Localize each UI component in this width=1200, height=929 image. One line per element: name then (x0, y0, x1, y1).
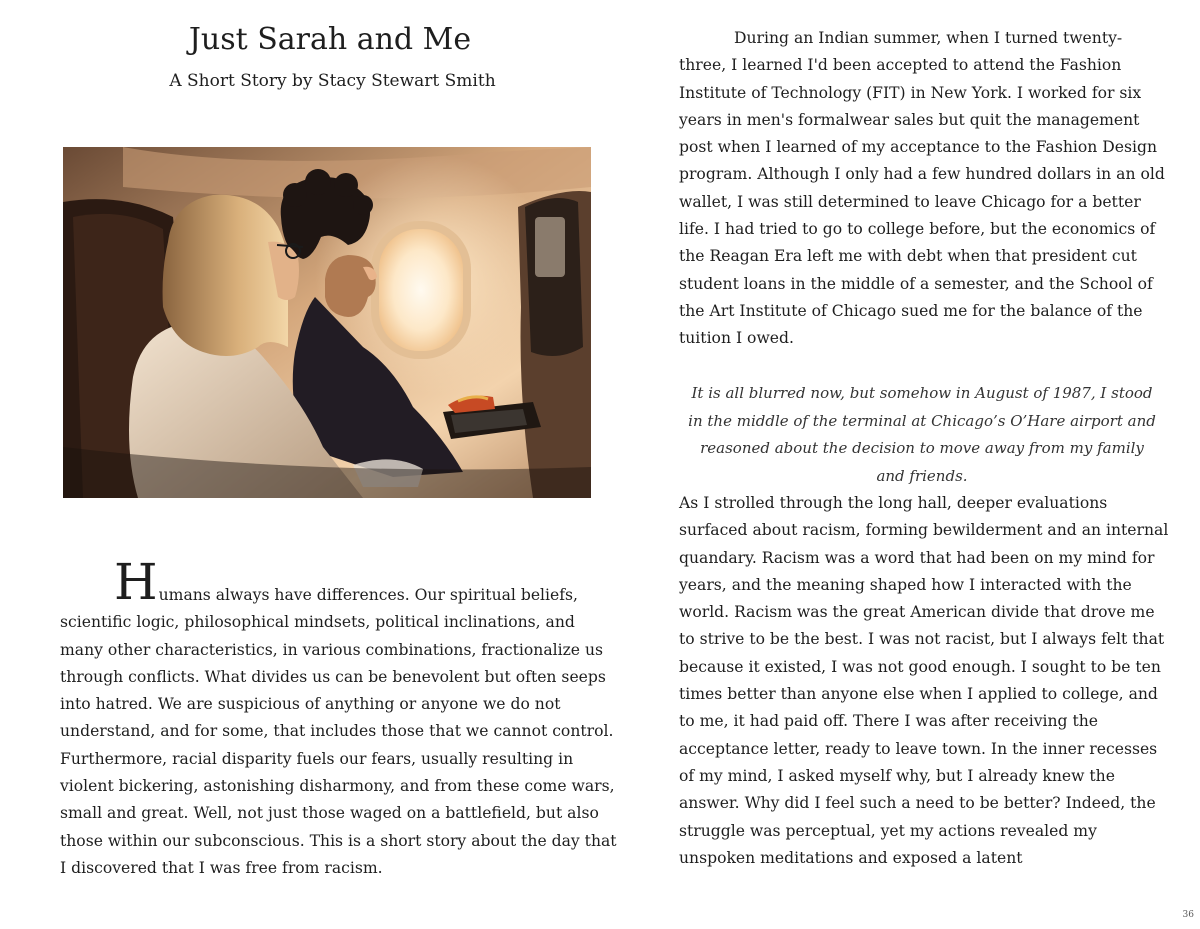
airplane-photo (63, 147, 591, 498)
intro-paragraph (60, 553, 622, 882)
story-title: Just Sarah and Me (188, 22, 472, 57)
story-paragraph-2: As I strolled through the long hall, deeper evaluations surfaced about racism, forming bewilderment and an internal quandary. Racism was a word that had been on my mind for years, and the meaning shaped how I interacted with the world. Racism was the great American divide that drove me to strive to be the best. I was not racist, but I always felt that because it existed, I was not good enough. I sought to be ten times better than anyone else when I applied to college, and to me, it had paid off. There I was after receiving the acceptance letter, ready to leave town. In the inner recesses of my mind, I asked myself why, but I already knew the answer. Why did I feel such a need to be better? Indeed, the struggle was perceptual, yet my actions revealed my unspoken meditations and exposed a latent (679, 494, 1169, 867)
drop-cap: H (114, 553, 158, 611)
story-paragraph-1: During an Indian summer, when I turned twenty-three, I learned I'd been accepted to attend the Fashion Institute of Technology (FIT) in New York. I worked for six years in men's formalwear sales but quit the management post when I learned of my acceptance to the Fashion Design program. Although I only had a few hundred dollars in an old wallet, I was still determined to leave Chicago for a better life. I had tried to go to college before, but the economics of the Reagan Era left me with debt when that president cut student loans in the middle of a semester, and the School of the Art Institute of Chicago sued me for the balance of the tuition I owed. (679, 29, 1165, 348)
page-number: 36 (1182, 910, 1194, 920)
story-byline: A Short Story by Stacy Stewart Smith (169, 71, 496, 91)
pull-quote: It is all blurred now, but somehow in August of 1987, I stood in the middle of the terminal at Chicago’s O’Hare airport and reasoned about the decision to move away from my family and friends. (688, 384, 1156, 485)
intro-body: scientific logic, philosophical mindsets, political inclinations, and many other characteristics, in various combinations, fractionalize us through conflicts. What divides us can be benevolent but often seeps into hatred. We are suspicious of anything or anyone we do not understand, and for some, that includes those that we cannot control. Furthermore, racial disparity fuels our fears, usually resulting in violent bickering, astonishing disharmony, and from these come wars, small and great. Well, not just those waged on a battlefield, but also those within our subconscious. This is a short story about the day that I discovered that I was free from racism. (60, 613, 617, 877)
intro-first-line: umans always have differences. Our spiritual beliefs, (158, 586, 578, 604)
